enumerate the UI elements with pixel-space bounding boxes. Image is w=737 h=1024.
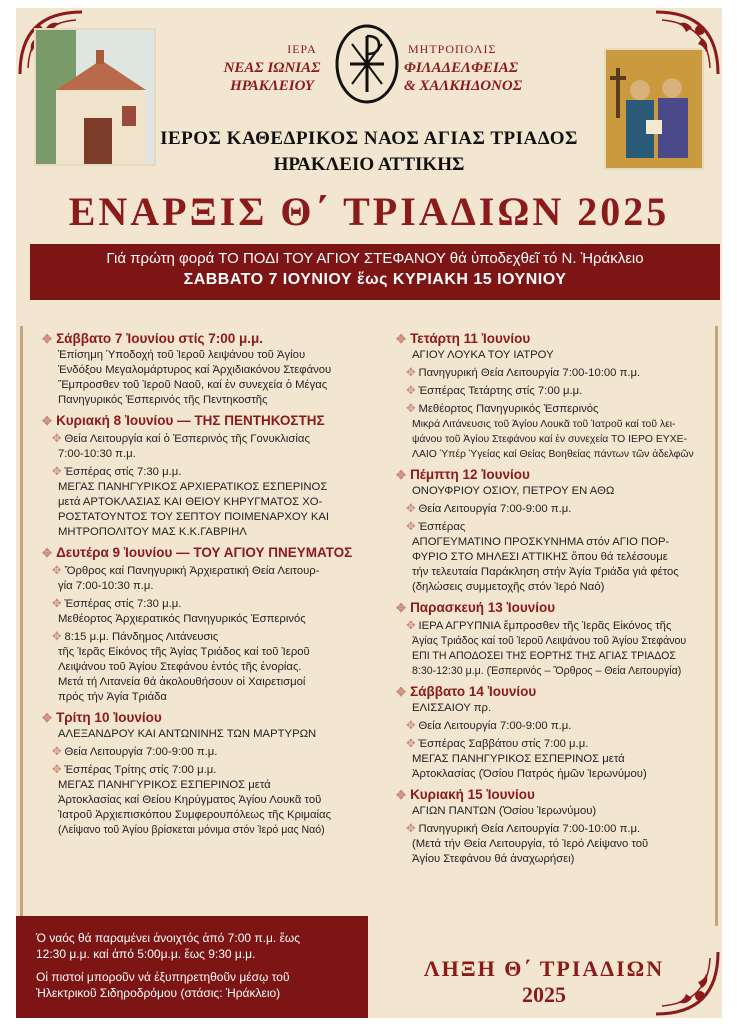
bullet-icon: ✥ — [406, 403, 416, 415]
day-text: ΕΠΙ ΤΗ ΑΠΟΔΟΣΕΙ ΤΗΣ ΕΟΡΤΗΣ ΤΗΣ ΑΓΙΑΣ ΤΡΙΑΔΟΣ — [412, 650, 676, 662]
header-right-small: ΜΗΤΡΟΠΟΛΙΣ — [408, 42, 497, 56]
day-heading — [396, 600, 714, 616]
right-border-line — [715, 326, 718, 926]
day-text: Ἐπίσημη Ὑποδοχή τοῦ Ἱεροῦ λειψάνου τοῦ Ἁγίου — [58, 349, 306, 361]
day-text: Λειψάνου τοῦ Ἁγίου Στεφάνου ἐντός τῆς ἐνορίας. — [58, 661, 302, 673]
bullet-icon: ✥ — [406, 367, 416, 379]
item-text: Θεία Λειτουργία 7:00-9:00 π.μ. — [64, 746, 218, 758]
bullet-icon: ✥ — [52, 764, 62, 776]
day-text: ΦΥΡΙΟ ΣΤΟ ΜΗΛΕΣΙ ΑΤΤΙΚΗΣ ὅπου θά τελέσουμε — [412, 551, 668, 563]
diamond-icon: ✥ — [396, 332, 407, 346]
day-title: Τρίτη 10 Ἰουνίου — [56, 710, 162, 725]
bullet-icon: ✥ — [406, 521, 416, 533]
diamond-icon: ✥ — [396, 685, 407, 699]
end-title — [394, 956, 694, 1008]
day-heading — [396, 684, 714, 700]
item-text: Πανηγυρική Θεία Λειτουργία 7:00-10:00 π.μ. — [418, 367, 641, 379]
day-text: γία 7:00-10:30 π.μ. — [58, 580, 154, 592]
item-text: ΙΕΡΑ ΑΓΡΥΠΝΙΑ ἔμπροσθεν τῆς Ἱερᾶς Εἰκόνος τῆς — [418, 620, 672, 632]
day-text: 8:30-12:30 μ.μ. (Ἑσπερινός – Ὄρθρος – Θεία Λειτουργία) — [412, 665, 682, 677]
day-text: Μεθέορτος Ἀρχιερατικός Πανηγυρικός Ἑσπερινός — [58, 613, 306, 625]
header-left-line1: ΝΕΑΣ ΙΩΝΙΑΣ — [223, 60, 321, 76]
schedule-item — [406, 520, 714, 535]
bullet-icon: ✥ — [406, 738, 416, 750]
day-text: Ἐνδόξου Μεγαλομάρτυρος καί Ἀρχιδιακόνου Στεφάνου — [58, 364, 332, 376]
day-text: Ἰατροῦ Ἀρχιεπισκόπου Συμφερουπόλεως τῆς Κριμαίας — [58, 809, 332, 821]
schedule-item — [406, 384, 714, 399]
day-title: Τετάρτη 11 Ἰουνίου — [410, 331, 531, 346]
day-heading — [42, 413, 372, 429]
item-text: Ὄρθρος καί Πανηγυρική Ἀρχιερατική Θεία Λειτουρ- — [64, 565, 320, 577]
bullet-icon: ✥ — [52, 433, 62, 445]
schedule-item — [52, 763, 372, 778]
announcement-banner — [30, 244, 720, 300]
item-text: Θεία Λειτουργία 7:00-9:00 π.μ. — [418, 720, 572, 732]
church-name: ΙΕΡΟΣ ΚΑΘΕΔΡΙΚΟΣ ΝΑΟΣ ΑΓΙΑΣ ΤΡΙΑΔΟΣ — [160, 128, 578, 149]
day-text: (Λείψανο τοῦ Ἁγίου βρίσκεται μόνιμα στόν Ἱερό μας Ναό) — [58, 824, 325, 836]
day-text: μετά ΑΡΤΟΚΛΑΣΙΑΣ ΚΑΙ ΘΕΙΟΥ ΚΗΡΥΓΜΑΤΟΣ ΧΟ- — [58, 496, 323, 508]
schedule-item — [406, 402, 714, 417]
diamond-icon: ✥ — [42, 332, 53, 346]
end-title-line1: ΛΗΞΗ Θ΄ ΤΡΙΑΔΙΩΝ — [423, 956, 665, 981]
schedule-item — [52, 745, 372, 760]
day-heading — [42, 545, 372, 561]
day-text: ψάνου τοῦ Ἁγίου Στεφάνου καί ἐν συνεχεία ΤΟ ΙΕΡΟ ΕΥΧΕ- — [412, 434, 688, 445]
day-text: Ἁγίας Τριάδος καί τοῦ Ἱεροῦ Λειψάνου τοῦ Ἁγίου Στεφάνου — [412, 635, 687, 647]
footer-hours-line2: 12:30 μ.μ. καί ἀπό 5:00μ.μ. ἕως 9:30 μ.μ. — [36, 947, 256, 961]
header-right-line2: & ΧΑΛΚΗΔΟΝΟΣ — [404, 78, 523, 94]
diamond-icon: ✥ — [42, 414, 53, 428]
item-text: Ἑσπέρας Τετάρτης στίς 7:00 μ.μ. — [418, 385, 583, 397]
day-heading — [396, 331, 714, 347]
header-right-line1: ΦΙΛΑΔΕΛΦΕΙΑΣ — [404, 60, 519, 76]
schedule-item — [52, 630, 372, 645]
day-title: Σάββατο 7 Ἰουνίου στίς 7:00 μ.μ. — [56, 331, 264, 346]
item-text: Μεθέορτος Πανηγυρικός Ἑσπερινός — [418, 403, 599, 415]
day-subtitle: ΟΝΟΥΦΡΙΟΥ ΟΣΙΟΥ, ΠΕΤΡΟΥ ΕΝ ΑΘΩ — [412, 485, 615, 497]
day-subtitle: ΑΓΙΩΝ ΠΑΝΤΩΝ (Ὁσίου Ἱερωνύμου) — [412, 805, 597, 817]
schedule-item — [406, 619, 714, 634]
day-text: Μικρά Λιτάνευσις τοῦ Ἁγίου Λουκᾶ τοῦ Ἰατροῦ καί τοῦ λει- — [412, 419, 676, 430]
day-text: Ἔμπροσθεν τοῦ Ἱεροῦ Ναοῦ, καί ἐν συνεχεία ὁ Μέγας — [58, 379, 328, 391]
day-title: Σάββατο 14 Ἰουνίου — [410, 684, 537, 699]
day-text: Ἀρτοκλασίας καί Θείου Κηρύγματος Ἁγίου Λουκᾶ τοῦ — [58, 794, 322, 806]
banner-line1-highlight: ΤΟ ΠΟΔΙ ΤΟΥ ΑΓΙΟΥ ΣΤΕΦΑΝΟΥ — [218, 250, 446, 267]
item-text: Ἑσπέρας Τρίτης στίς 7:00 μ.μ. — [64, 764, 217, 776]
schedule-item — [52, 465, 372, 480]
item-text: Ἑσπέρας Σαββάτου στίς 7:00 μ.μ. — [418, 738, 589, 750]
bullet-icon: ✥ — [52, 631, 62, 643]
bullet-icon: ✥ — [406, 385, 416, 397]
schedule-item — [406, 502, 714, 517]
day-heading — [42, 331, 372, 347]
diamond-icon: ✥ — [396, 601, 407, 615]
bullet-icon: ✥ — [52, 565, 62, 577]
holy-trinity-icon-image — [604, 48, 704, 170]
schedule-item — [52, 597, 372, 612]
schedule-item — [406, 737, 714, 752]
bullet-icon: ✥ — [406, 720, 416, 732]
poster — [16, 8, 722, 1018]
day-text: (δηλώσεις συμμετοχῆς στόν Ἱερό Ναό) — [412, 581, 605, 593]
footer-hours-line1: Ὁ ναός θά παραμένει ἀνοιχτός ἀπό 7:00 π.μ. ἕως — [36, 931, 301, 945]
day-text: τῆς Ἱερᾶς Εἰκόνος τῆς Ἁγίας Τριάδος καί τοῦ Ἱεροῦ — [58, 646, 310, 658]
bullet-icon: ✥ — [406, 620, 416, 632]
day-text: Μετά τή Λιτανεία θά ἀκολουθήσουν οἱ Χαιρετισμοί — [58, 676, 306, 688]
info-footer-box — [16, 916, 368, 1018]
item-text: Ἑσπέρας στίς 7:30 μ.μ. — [64, 466, 182, 478]
day-text: ΑΠΟΓΕΥΜΑΤΙΝΟ ΠΡΟΣΚΥΝΗΜΑ στόν ΑΓΙΟ ΠΟΡ- — [412, 536, 670, 548]
day-title: Κυριακή 15 Ἰουνίου — [410, 787, 535, 802]
banner-line1-post: θά ὑποδεχθεῖ τό Ν. Ἡράκλειο — [449, 250, 644, 267]
item-text: Θεία Λειτουργία 7:00-9:00 π.μ. — [418, 503, 572, 515]
day-text: Πανηγυρικός Ἑσπερινός τῆς Πεντηκοστῆς — [58, 394, 268, 406]
schedule-item — [52, 432, 372, 447]
bullet-icon: ✥ — [52, 746, 62, 758]
diamond-icon: ✥ — [42, 546, 53, 560]
diamond-icon: ✥ — [396, 468, 407, 482]
day-title: Δευτέρα 9 Ἰουνίου — ΤΟΥ ΑΓΙΟΥ ΠΝΕΥΜΑΤΟΣ — [56, 545, 353, 560]
day-subtitle: ΑΛΕΞΑΝΔΡΟΥ ΚΑΙ ΑΝΤΩΝΙΝΗΣ ΤΩΝ ΜΑΡΤΥΡΩΝ — [58, 728, 317, 740]
footer-transport-line2: Ἠλεκτρικοῦ Σιδηροδρόμου (στάσις: Ἡράκλειο) — [36, 986, 281, 1000]
banner-line1 — [30, 244, 720, 267]
day-text: ΡΟΣΤΑΤΟΥΝΤΟΣ ΤΟΥ ΣΕΠΤΟΥ ΠΟΙΜΕΝΑΡΧΟΥ ΚΑΙ — [58, 511, 330, 523]
schedule-item — [406, 366, 714, 381]
metropolis-seal — [334, 24, 400, 104]
day-text: ΛΑΙΟ Ὑπέρ Ὑγείας καί Θείας Βοηθείας πάντων τῶν ἀδελφῶν — [412, 449, 694, 460]
day-title: Κυριακή 8 Ἰουνίου — ΤΗΣ ΠΕΝΤΗΚΟΣΤΗΣ — [56, 413, 325, 428]
day-text: Ἁγίου Στεφάνου θά ἀναχωρήσει) — [412, 853, 575, 865]
day-text: ΜΕΓΑΣ ΠΑΝΗΓΥΡΙΚΟΣ ΕΣΠΕΡΙΝΟΣ μετά — [412, 753, 625, 765]
day-text: (Μετά τήν Θεία Λειτουργία, τό Ἱερό Λείψανο τοῦ — [412, 838, 649, 850]
bullet-icon: ✥ — [406, 823, 416, 835]
day-title: Παρασκευή 13 Ἰουνίου — [410, 600, 556, 615]
day-subtitle: ΕΛΙΣΣΑΙΟΥ πρ. — [412, 702, 492, 714]
church-location: ΗΡΑΚΛΕΙΟ ΑΤΤΙΚΗΣ — [273, 154, 465, 175]
bullet-icon: ✥ — [52, 598, 62, 610]
item-text: Ἑσπέρας στίς 7:30 μ.μ. — [64, 598, 182, 610]
day-heading — [396, 787, 714, 803]
day-text: 7:00-10:30 π.μ. — [58, 448, 136, 460]
day-text: τήν τελευταία Παράκληση στήν Ἁγία Τριάδα γιά φέτος — [412, 566, 679, 578]
item-text: Θεία Λειτουργία καί ὁ Ἑσπερινός τῆς Γονυκλισίας — [64, 433, 310, 445]
day-text: ΜΗΤΡΟΠΟΛΙΤΟΥ ΜΑΣ Κ.Κ.ΓΑΒΡΙΗΛ — [58, 526, 247, 538]
day-subtitle: ΑΓΙΟΥ ΛΟΥΚΑ ΤΟΥ ΙΑΤΡΟΥ — [412, 349, 554, 361]
footer-transport-line1: Οἱ πιστοί μποροῦν νά ἐξυπηρετηθοῦν μέσῳ τοῦ — [36, 970, 290, 984]
day-heading — [396, 467, 714, 483]
diamond-icon: ✥ — [42, 711, 53, 725]
diamond-icon: ✥ — [396, 788, 407, 802]
item-text: 8:15 μ.μ. Πάνδημος Λιτάνευσις — [64, 631, 219, 643]
schedule-item — [406, 719, 714, 734]
header-left-line2: ΗΡΑΚΛΕΙΟΥ — [230, 78, 314, 94]
schedule-item — [52, 564, 372, 579]
left-border-line — [20, 326, 23, 926]
day-heading — [42, 710, 372, 726]
banner-dates: ΣΑΒΒΑΤΟ 7 ΙΟΥΝΙΟΥ ἕως ΚΥΡΙΑΚΗ 15 ΙΟΥΝΙΟΥ — [183, 271, 567, 288]
schedule-right-column — [396, 326, 714, 867]
item-text: Πανηγυρική Θεία Λειτουργία 7:00-10:00 π.μ. — [418, 823, 641, 835]
main-title: ΕΝΑΡΞΙΣ Θ΄ ΤΡΙΑΔΙΩΝ 2025 — [68, 189, 670, 234]
bullet-icon: ✥ — [406, 503, 416, 515]
item-text: Ἑσπέρας — [418, 521, 466, 533]
bullet-icon: ✥ — [52, 466, 62, 478]
schedule-left-column — [42, 326, 372, 838]
day-title: Πέμπτη 12 Ἰουνίου — [410, 467, 530, 482]
day-text: ΜΕΓΑΣ ΠΑΝΗΓΥΡΙΚΟΣ ΑΡΧΙΕΡΑΤΙΚΟΣ ΕΣΠΕΡΙΝΟΣ — [58, 481, 328, 493]
end-title-year: 2025 — [522, 982, 566, 1007]
banner-line1-pre: Γιά πρώτη φορά — [106, 250, 215, 267]
header-left-small: ΙΕΡΑ — [287, 42, 317, 56]
day-text: ΜΕΓΑΣ ΠΑΝΗΓΥΡΙΚΟΣ ΕΣΠΕΡΙΝΟΣ μετά — [58, 779, 271, 791]
schedule-item — [406, 822, 714, 837]
day-text: Ἀρτοκλασίας (Ὁσίου Πατρός ἡμῶν Ἱερωνύμου) — [412, 768, 647, 780]
day-text: πρός τήν Ἁγία Τριάδα — [58, 691, 167, 703]
